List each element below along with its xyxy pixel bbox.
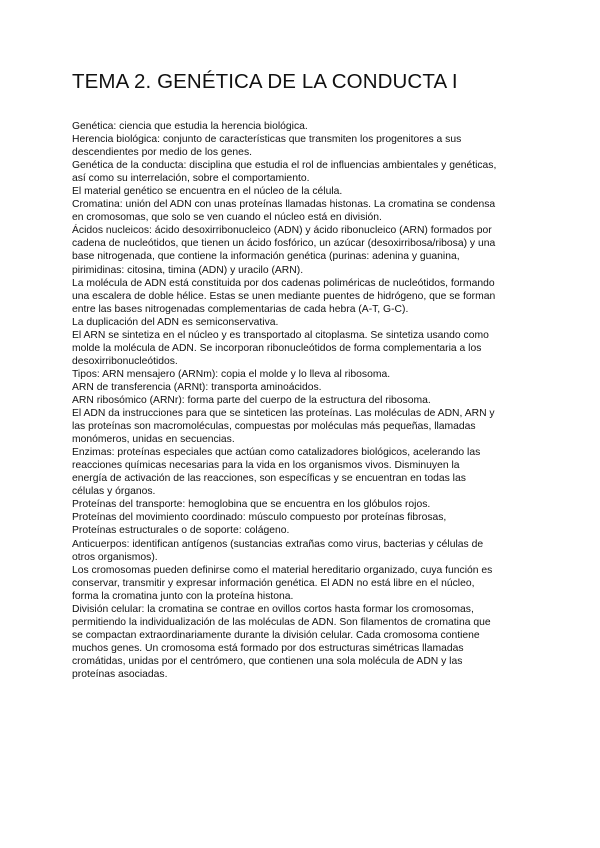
text-line: así como su interrelación, sobre el comportamiento. <box>72 173 310 185</box>
text-line: Genética: ciencia que estudia la herencia biológica. <box>72 121 308 132</box>
text-line: Ácidos nucleicos: ácido desoxirribonucleico (ADN) y ácido ribonucleico (ARN) formados por <box>72 225 492 237</box>
text-line: en cromosomas, que solo se ven cuando el núcleo está en división. <box>72 212 382 224</box>
text-line: cromátidas, unidas por el centrómero, que contienen una sola molécula de ADN y las <box>72 655 463 667</box>
text-line: entre las bases nitrogenadas complementarias de cada hebra (A-T, G-C). <box>72 303 409 315</box>
text-line: La molécula de ADN está constituida por dos cadenas poliméricas de nucleótidos, formando <box>72 277 495 289</box>
text-line: molde la molécula de ADN. Se incorporan ribonucleótidos de forma complementaria a los <box>72 342 482 354</box>
text-line: una escalera de doble hélice. Estas se unen mediante puentes de hidrógeno, que se forman <box>72 290 496 302</box>
text-line: Proteínas del transporte: hemoglobina que se encuentra en los glóbulos rojos. <box>72 499 431 511</box>
text-line: se compactan extraordinariamente durante la división celular. Cada cromosoma contiene <box>72 629 480 641</box>
text-line: permitiendo la individualización de las moléculas de ADN. Son filamentos de cromatina que <box>72 616 491 628</box>
text-line: El material genético se encuentra en el núcleo de la célula. <box>72 186 343 198</box>
text-line: Proteínas del movimiento coordinado: músculo compuesto por proteínas fibrosas, <box>72 512 447 524</box>
text-line: monómeros, unidas en secuencias. <box>72 434 235 446</box>
text-line: reacciones químicas necesarias para la vida en los organismos vivos. Disminuyen la <box>72 460 460 472</box>
text-line: División celular: la cromatina se contrae en ovillos cortos hasta formar los cromosomas, <box>72 603 474 615</box>
text-line: Enzimas: proteínas especiales que actúan como catalizadores biológicos, acelerando las <box>72 447 481 459</box>
text-line: Anticuerpos: identifican antígenos (sustancias extrañas como virus, bacterias y células de <box>72 538 484 550</box>
text-line: base nitrogenada, que contiene la información genética (purinas: adenina y guanina, <box>72 251 460 263</box>
text-line: muchos genes. Un cromosoma está formado por dos estructuras simétricas llamadas <box>72 642 464 654</box>
text-line: las proteínas son macromoléculas, compuestas por moléculas más pequeñas, llamadas <box>72 421 476 433</box>
text-line: células y órganos. <box>72 486 156 498</box>
text-line: Herencia biológica: conjunto de características que transmiten los progenitores a sus <box>72 134 462 146</box>
text-line: Genética de la conducta: disciplina que estudia el rol de influencias ambientales y genéticas, <box>72 160 497 172</box>
text-line: desoxirribonucleótidos. <box>72 355 178 367</box>
text-line: descendientes por medio de los genes. <box>72 147 252 159</box>
text-line: cadena de nucleótidos, que tienen un ácido fosfórico, un azúcar (desoxirribosa/ribosa) y una <box>72 238 496 250</box>
text-line: La duplicación del ADN es semiconservativa. <box>72 316 279 328</box>
text-line: ARN ribosómico (ARNr): forma parte del cuerpo de la estructura del ribosoma. <box>72 394 431 406</box>
text-line: pirimidinas: citosina, timina (ADN) y uracilo (ARN). <box>72 264 304 276</box>
text-line: ARN de transferencia (ARNt): transporta aminoácidos. <box>72 381 322 393</box>
text-line: energía de activación de las reacciones, son específicas y se encuentran en todas las <box>72 473 466 485</box>
text-line: proteínas asociadas. <box>72 668 168 680</box>
text-line: otros organismos). <box>72 551 158 563</box>
text-line: El ADN da instrucciones para que se sinteticen las proteínas. Las moléculas de ADN, ARN y <box>72 408 495 420</box>
text-line: Los cromosomas pueden definirse como el material hereditario organizado, cuya función es <box>72 564 493 576</box>
page-title: TEMA 2. GENÉTICA DE LA CONDUCTA I <box>72 70 458 93</box>
text-line: conservar, transmitir y expresar información genética. El ADN no está libre en el núcleo, <box>72 577 475 589</box>
text-line: forma la cromatina junto con la proteína histona. <box>72 590 294 602</box>
text-line: Cromatina: unión del ADN con unas proteínas llamadas histonas. La cromatina se condensa <box>72 199 496 211</box>
text-line: El ARN se sintetiza en el núcleo y es transportado al citoplasma. Se sintetiza usando como <box>72 329 489 341</box>
text-line: Tipos: ARN mensajero (ARNm): copia el molde y lo lleva al ribosoma. <box>72 368 391 380</box>
document-body <box>72 120 540 681</box>
text-line: Proteínas estructurales o de soporte: colágeno. <box>72 525 290 537</box>
